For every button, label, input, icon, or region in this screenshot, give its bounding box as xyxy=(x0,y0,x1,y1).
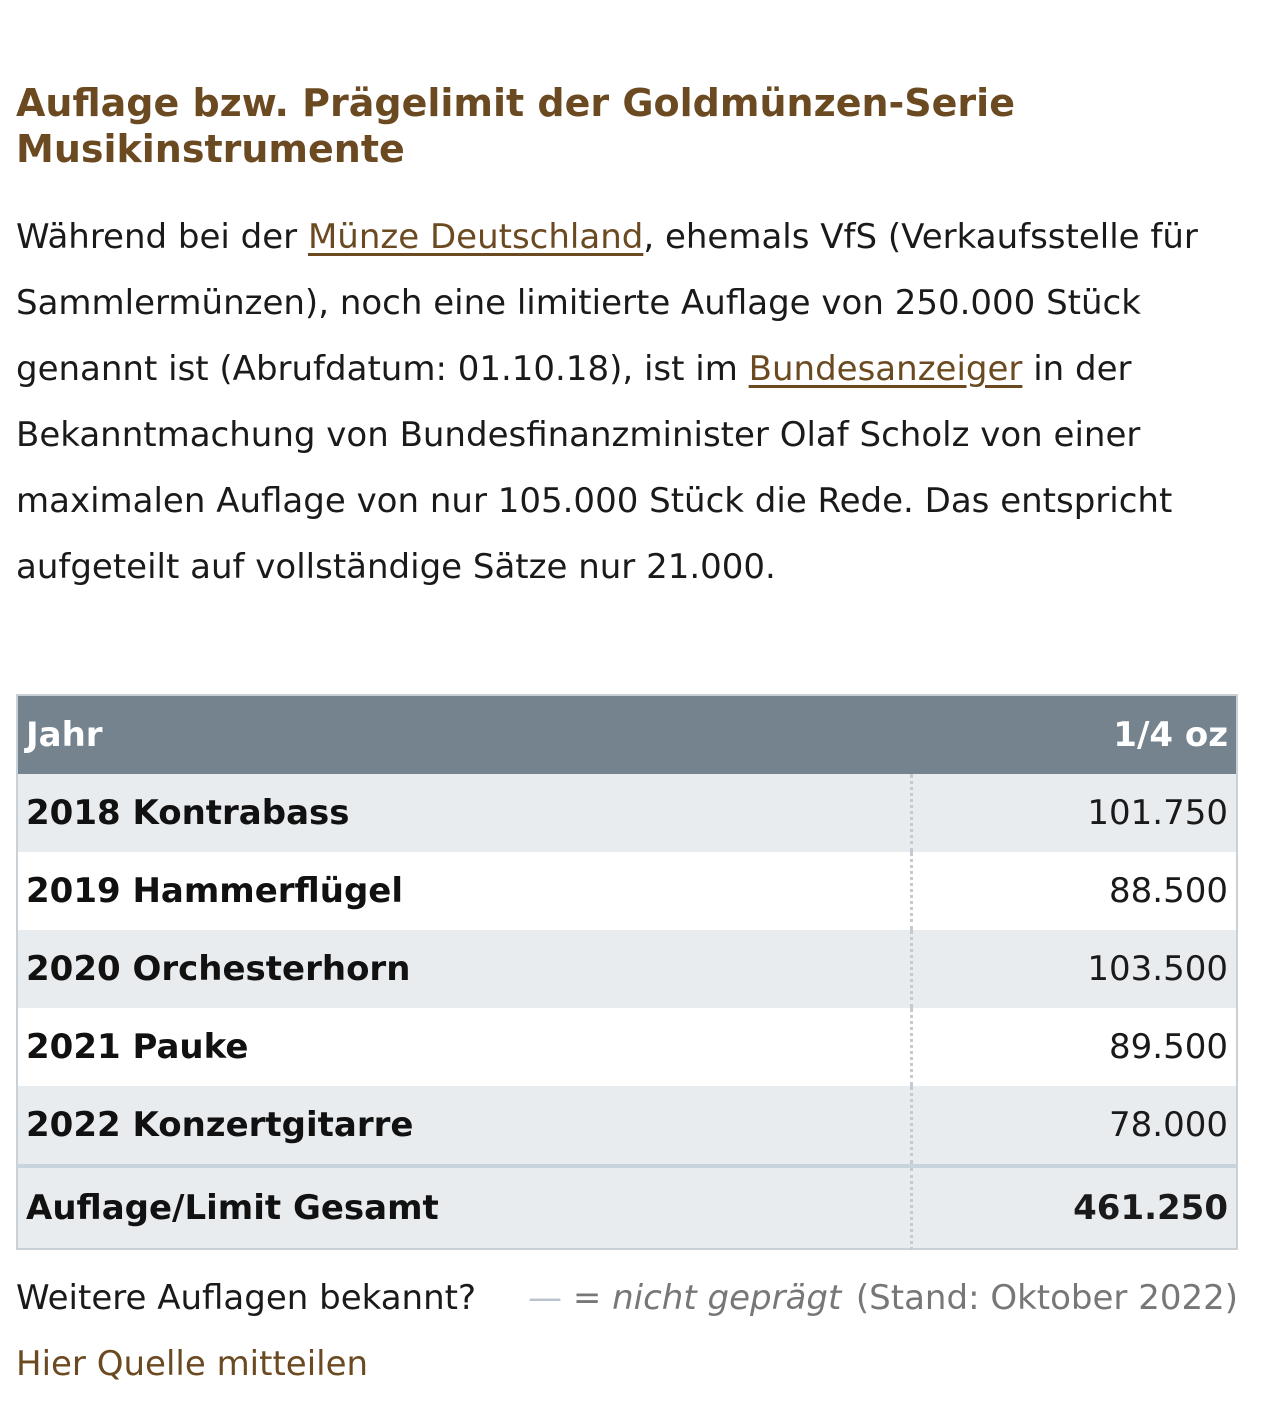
muenze-deutschland-link[interactable]: Münze Deutschland xyxy=(307,217,644,257)
table-row xyxy=(17,852,1237,930)
intro-paragraph xyxy=(16,204,1241,600)
mintage-table xyxy=(16,694,1238,1250)
intro-text-1: Während bei der xyxy=(16,217,308,257)
row-name: 2020 Orchesterhorn xyxy=(17,930,912,1008)
row-name: 2018 Kontrabass xyxy=(17,774,912,852)
header-year: Jahr xyxy=(17,695,912,774)
intro-text-2: , ehemals VfS (Verkaufsstelle für Sammlermünzen), noch eine limitierte Auflage von 250.000 Stück genannt ist (Abrufdatum: 01.10.18), ist im xyxy=(16,217,1198,389)
total-value: 461.250 xyxy=(912,1166,1238,1249)
legend xyxy=(528,1268,841,1328)
more-mintages-question: Weitere Auflagen bekannt? xyxy=(16,1278,477,1318)
row-value: 78.000 xyxy=(912,1086,1238,1166)
row-name: 2022 Konzertgitarre xyxy=(17,1086,912,1166)
header-quarter-oz: 1/4 oz xyxy=(912,695,1238,774)
row-value: 101.750 xyxy=(912,774,1238,852)
legend-text: = nicht geprägt xyxy=(572,1278,842,1318)
row-name: 2019 Hammerflügel xyxy=(17,852,912,930)
legend-dash: — xyxy=(528,1278,562,1318)
page-title: Auflage bzw. Prägelimit der Goldmünzen-Serie Musikinstrumente xyxy=(16,81,1015,171)
row-name: 2021 Pauke xyxy=(17,1008,912,1086)
submit-source-link[interactable]: Hier Quelle mitteilen xyxy=(16,1344,369,1384)
row-value: 88.500 xyxy=(912,852,1238,930)
table-row xyxy=(17,774,1237,852)
total-row xyxy=(17,1166,1237,1249)
row-value: 89.500 xyxy=(912,1008,1238,1086)
bundesanzeiger-link[interactable]: Bundesanzeiger xyxy=(748,349,1023,389)
table-header-row xyxy=(17,695,1237,774)
table-row xyxy=(17,1008,1237,1086)
total-label: Auflage/Limit Gesamt xyxy=(17,1166,912,1249)
table-row xyxy=(17,930,1237,1008)
row-value: 103.500 xyxy=(912,930,1238,1008)
status-date: (Stand: Oktober 2022) xyxy=(855,1278,1238,1318)
intro-text-3: in der Bekanntmachung von Bundesfinanzminister Olaf Scholz von einer maximalen Auflage von nur 105.000 Stück die Rede. Das entspricht aufgeteilt auf vollständige Sätze nur 21.000. xyxy=(16,349,1173,587)
table-row xyxy=(17,1086,1237,1166)
table-footer xyxy=(16,1268,1238,1328)
